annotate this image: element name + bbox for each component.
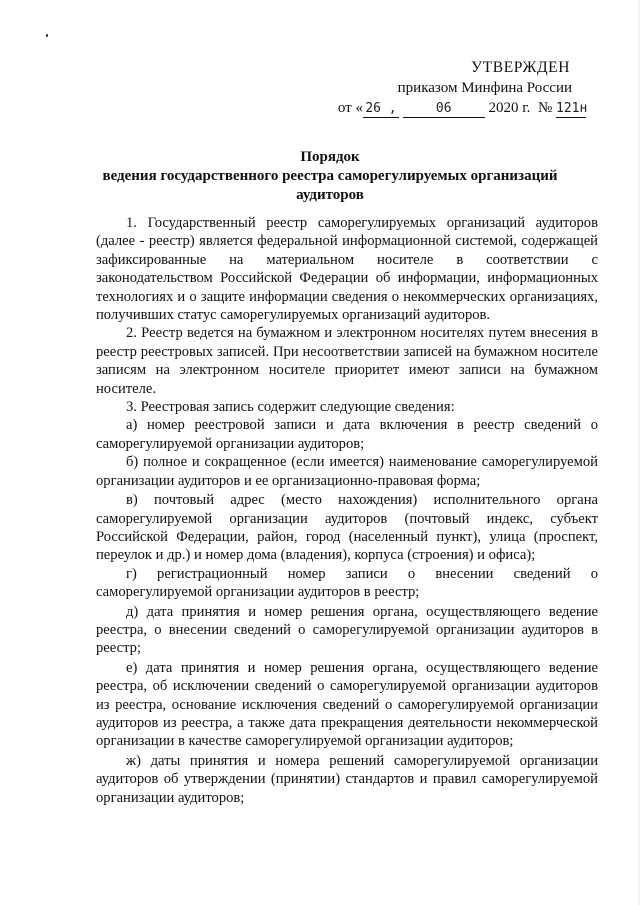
item-e: е) дата принятия и номер решения органа, осуществляющего ведение реестра, об исключении сведений о саморегулируемой организации аудиторов из реестра, основание исключения сведений о саморегулируемой организации аудиторов из реестра, а также дата прекращения деятельности некоммерческой организации в качестве саморегулируемой организации аудиторов; [96, 659, 598, 750]
approval-stamp-block [338, 58, 586, 118]
document-body [96, 214, 598, 807]
document-title [90, 148, 570, 205]
scan-speck [46, 34, 48, 37]
approved-label: УТВЕРЖДЕН [471, 59, 570, 76]
paragraph-3: 3. Реестровая запись содержит следующие сведения: [126, 399, 455, 416]
year-text: 2020 г. [488, 100, 531, 116]
item-d: д) дата принятия и номер решения органа, осуществляющего ведение реестра, о внесении сведений о саморегулируемой организации аудиторов в реестр; [96, 603, 598, 657]
date-number-line [338, 98, 586, 118]
title-line-3: аудиторов [296, 187, 364, 203]
title-line-2: ведения государственного реестра саморегулируемых организаций [102, 168, 558, 184]
item-zh: ж) даты принятия и номера решений саморегулируемой организации аудиторов об утверждении (принятии) стандартов и правил саморегулируемой организации аудиторов; [96, 752, 598, 806]
order-reference: приказом Минфина России [397, 80, 572, 96]
handwritten-day: 26 , [363, 101, 399, 118]
item-v: в) почтовый адрес (место нахождения) исполнительного органа саморегулируемой организации аудиторов (почтовый индекс, субъект Российской Федерации, район, город (населенный пункт), улица (проспект, переулок и др.) и номер дома (владения), корпуса (строения) и офиса); [96, 492, 598, 564]
title-line-1: Порядок [300, 149, 360, 165]
handwritten-order-number: 121н [556, 101, 588, 116]
paragraph-2: 2. Реестр ведется на бумажном и электронном носителях путем внесения в реестр реестровых записей. При несоответствии записей на бумажном носителе записям на электронном носителе приоритет имеют записи на бумажном носителе. [96, 325, 598, 397]
handwritten-month: 06 [403, 101, 485, 118]
item-g: г) регистрационный номер записи о внесении сведений о саморегулируемой организации аудиторов в реестр; [96, 565, 598, 601]
paragraph-1: 1. Государственный реестр саморегулируемых организаций аудиторов (далее - реестр) является федеральной информационной системой, содержащей зафиксированные на материальном носителе в соответствии с законодательством Российской Федерации об информации, информационных технологиях и о защите информации сведения о некоммерческих организациях, получивших статус саморегулируемых организаций аудиторов. [96, 215, 598, 324]
item-a: а) номер реестровой записи и дата включения в реестр сведений о саморегулируемой организации аудиторов; [96, 417, 598, 452]
date-prefix: от « [337, 100, 363, 116]
number-prefix: № [537, 100, 553, 116]
item-b: б) полное и сокращенное (если имеется) наименование саморегулируемой организации аудиторов и ее организационно-правовая форма; [96, 454, 598, 489]
